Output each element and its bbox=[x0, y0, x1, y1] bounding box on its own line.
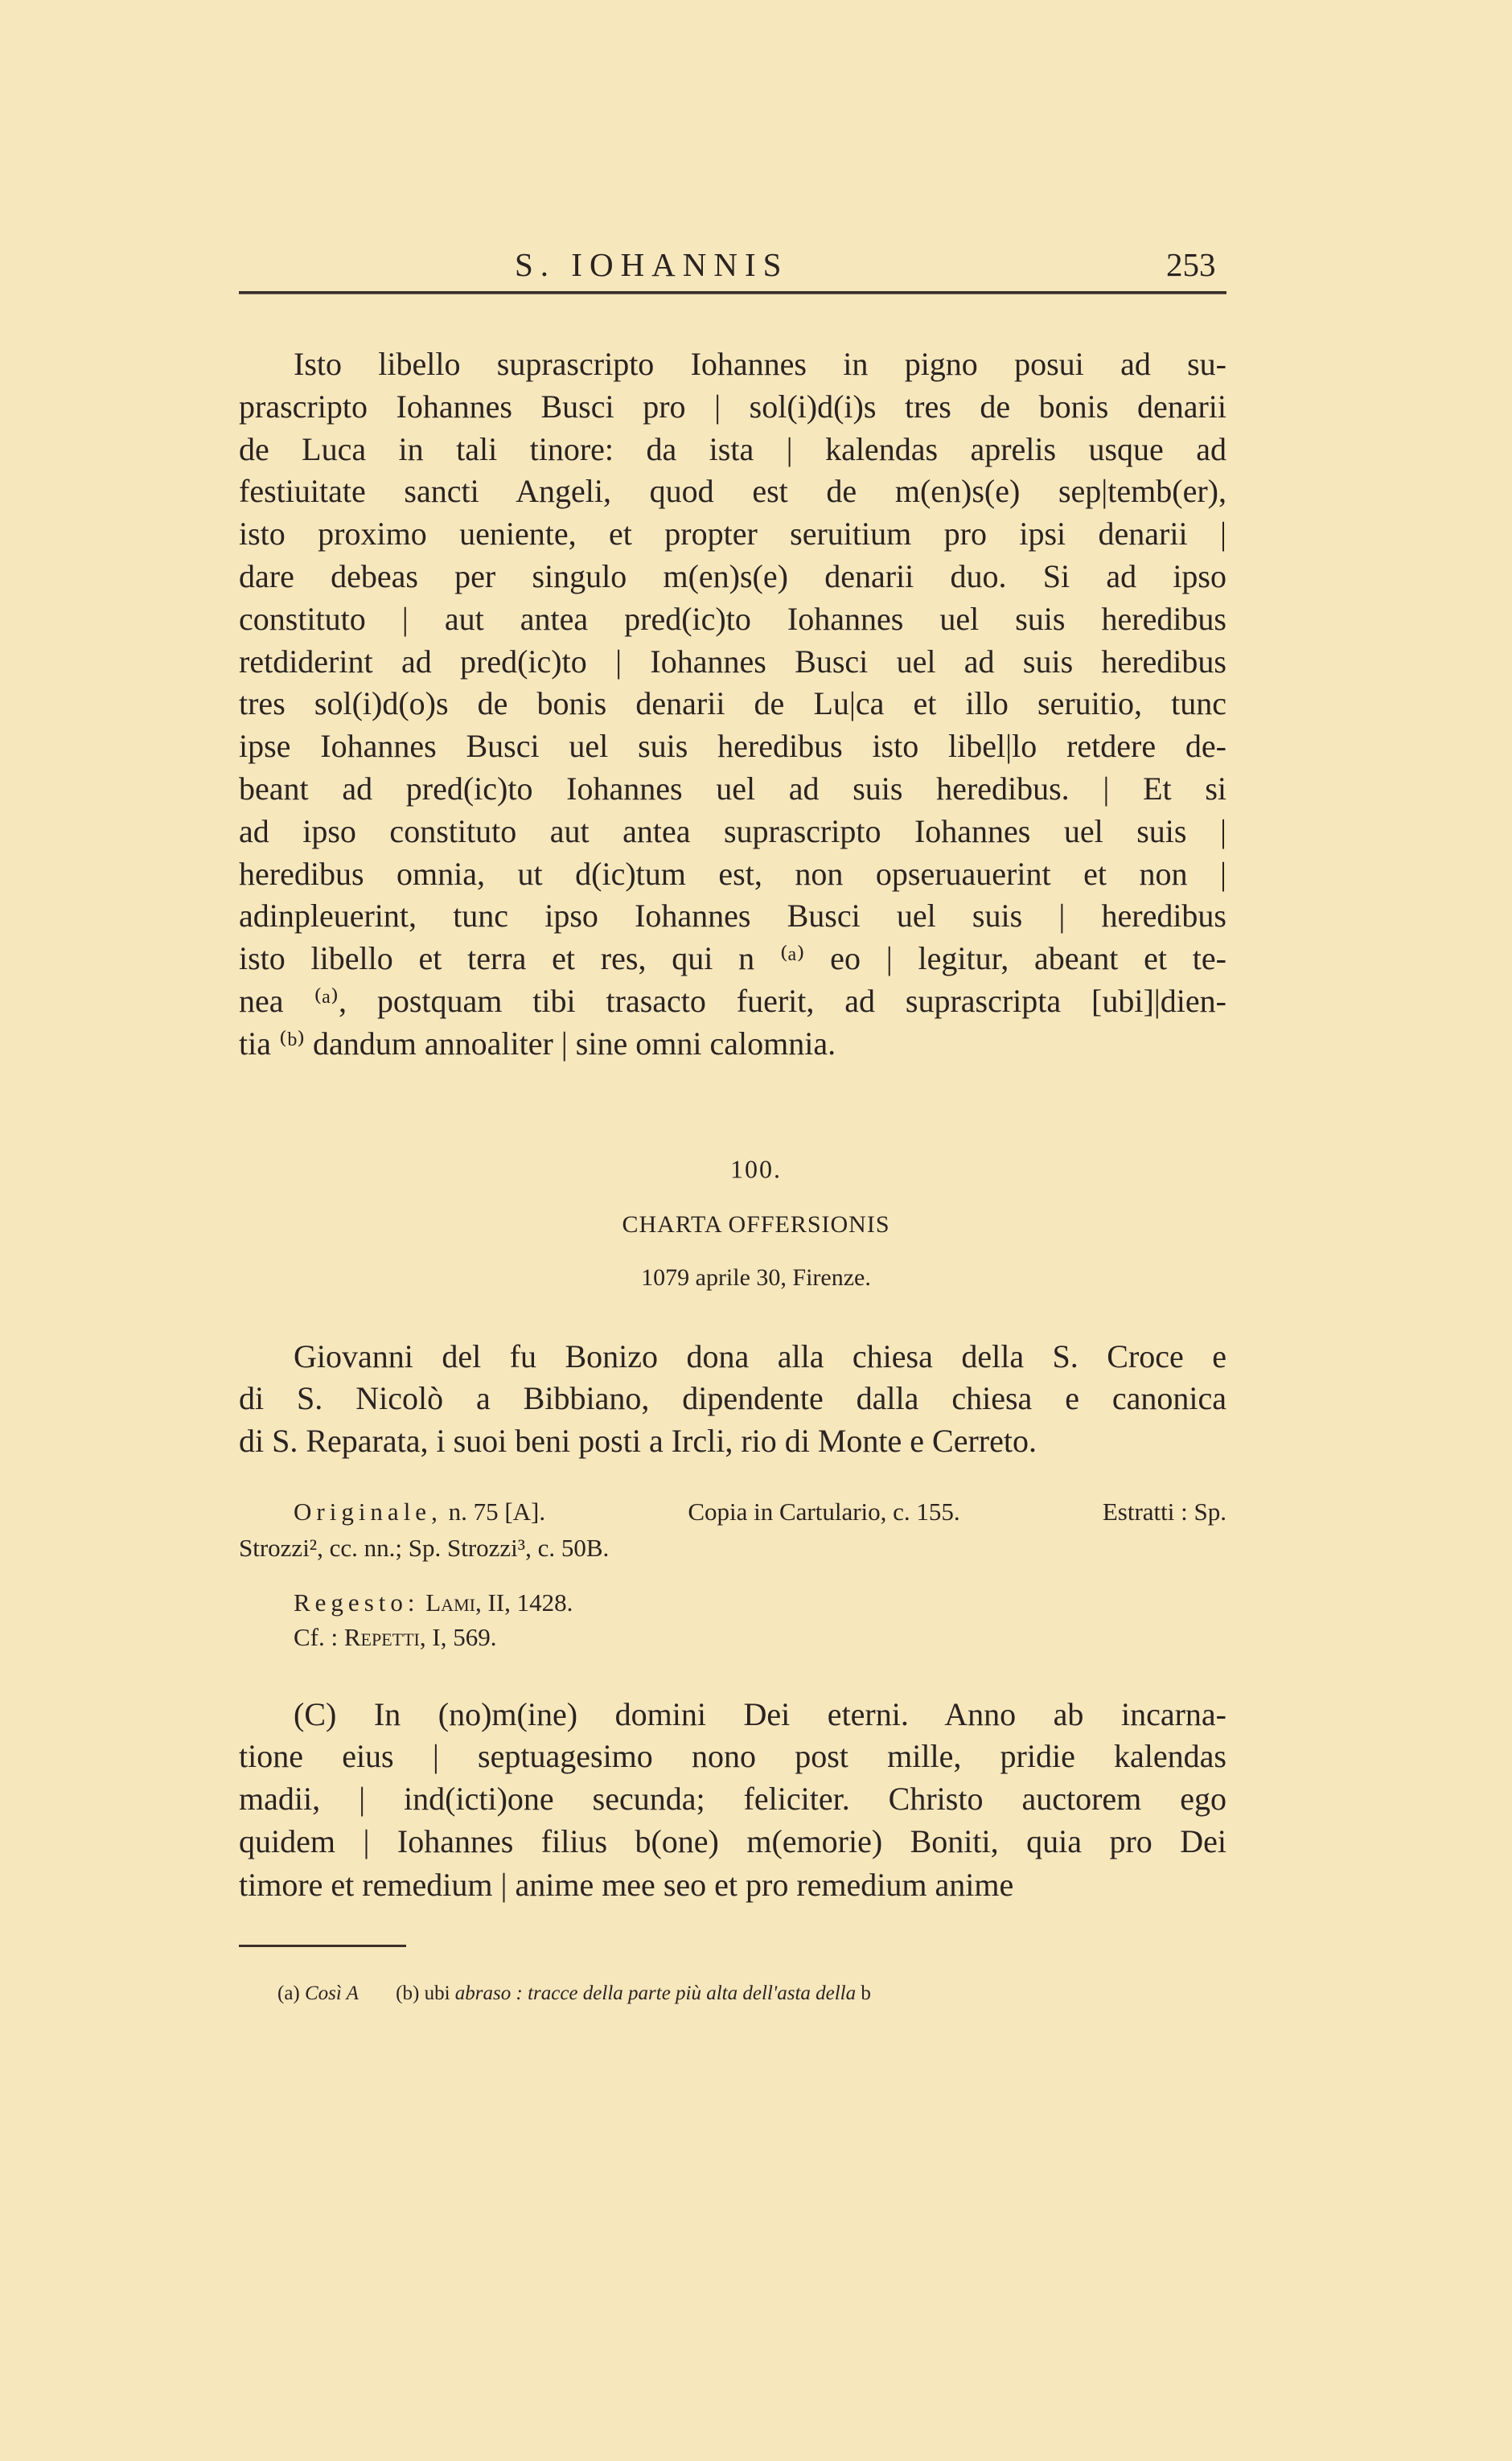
cf-text: Repetti, I, 569. bbox=[343, 1623, 497, 1651]
cf-label: Cf. : bbox=[294, 1623, 339, 1651]
footnote-b-text: abraso : tracce della parte più alta dell'asta della bbox=[454, 1982, 857, 2004]
page-number: 253 bbox=[1166, 246, 1216, 283]
text-line: prascripto Iohannes Busci pro | sol(i)d(i)s tres de bonis denarii bbox=[239, 388, 1226, 425]
sources-line-2: Strozzi², cc. nn.; Sp. Strozzi³, c. 50B. bbox=[239, 1534, 610, 1562]
cf bbox=[294, 1623, 1281, 1652]
text-line: Giovanni del fu Bonizo dona alla chiesa della S. Croce e bbox=[294, 1338, 1226, 1374]
originale bbox=[294, 1498, 545, 1526]
document-number: 100. bbox=[730, 1154, 782, 1184]
footnote-a-text: Così A bbox=[305, 1982, 359, 2004]
text-line: dare debeas per singulo m(en)s(e) denarii duo. Si ad ipso bbox=[239, 558, 1226, 594]
text-line: nea ⁽ᵃ⁾, postquam tibi trasacto fuerit, ad suprascripta [ubi]|dien- bbox=[239, 983, 1226, 1019]
text-line: (C) In (no)m(ine) domini Dei eterni. Anno ab incarna- bbox=[294, 1696, 1226, 1732]
text-line: di S. Reparata, i suoi beni posti a Ircli, rio di Monte e Cerreto. bbox=[239, 1423, 1037, 1459]
text-line: ipse Iohannes Busci uel suis heredibus isto libel|lo retdere de- bbox=[239, 728, 1226, 764]
sources-line-1 bbox=[294, 1498, 1226, 1526]
text-line: retdiderint ad pred(ic)to | Iohannes Busci uel ad suis heredibus bbox=[239, 643, 1226, 680]
footnotes bbox=[277, 1982, 1265, 2005]
text-line: tia ⁽ᵇ⁾ dandum annoaliter | sine omni calomnia. bbox=[239, 1025, 836, 1062]
text-line: madii, | ind(icti)one secunda; feliciter. Christo auctorem ego bbox=[239, 1781, 1226, 1817]
footnote-b-label: (b) ubi bbox=[396, 1982, 450, 2004]
text-line: tres sol(i)d(o)s de bonis denarii de Lu|ca et illo seruitio, tunc bbox=[239, 685, 1226, 721]
originale-label: Originale, bbox=[294, 1498, 442, 1526]
text-line: constituto | aut antea pred(ic)to Iohannes uel suis heredibus bbox=[239, 601, 1226, 637]
text-line: Isto libello suprascripto Iohannes in pigno posui ad su- bbox=[294, 346, 1226, 382]
text-line: festiuitate sancti Angeli, quod est de m(en)s(e) sep|temb(er), bbox=[239, 473, 1226, 509]
text-line: de Luca in tali tinore: da ista | kalendas aprelis usque ad bbox=[239, 431, 1226, 467]
footnote-a-label: (a) bbox=[277, 1982, 300, 2004]
regesto bbox=[294, 1588, 1281, 1617]
text-line: isto proximo ueniente, et propter seruitium pro ipsi denarii | bbox=[239, 516, 1226, 552]
text-line: isto libello et terra et res, qui n ⁽ᵃ⁾ eo | legitur, abeant et te- bbox=[239, 940, 1226, 976]
text-line: tione eius | septuagesimo nono post mille, pridie kalendas bbox=[239, 1738, 1226, 1774]
text-line: di S. Nicolò a Bibbiano, dipendente dalla chiesa e canonica bbox=[239, 1380, 1226, 1416]
text-line: adinpleuerint, tunc ipso Iohannes Busci uel suis | heredibus bbox=[239, 898, 1226, 934]
document-title: CHARTA OFFERSIONIS bbox=[622, 1211, 890, 1238]
text-line: timore et remedium | anime mee seo et pro remedium anime bbox=[239, 1867, 1014, 1903]
estratti: Estratti : Sp. bbox=[1102, 1498, 1226, 1526]
copia: Copia in Cartulario, c. 155. bbox=[688, 1498, 960, 1526]
originale-text: n. 75 [A]. bbox=[448, 1498, 546, 1526]
footnote-b-end: b bbox=[861, 1982, 871, 2004]
text-line: quidem | Iohannes filius b(one) m(emorie) Boniti, quia pro Dei bbox=[239, 1823, 1226, 1859]
header-title: S. IOHANNIS bbox=[515, 246, 789, 283]
header-rule bbox=[239, 291, 1226, 294]
text-line: beant ad pred(ic)to Iohannes uel ad suis heredibus. | Et si bbox=[239, 770, 1226, 807]
regesto-text: Lami, II, 1428. bbox=[425, 1588, 573, 1617]
text-line: heredibus omnia, ut d(ic)tum est, non opseruauerint et non | bbox=[239, 856, 1226, 892]
text-line: ad ipso constituto aut antea suprascripto Iohannes uel suis | bbox=[239, 813, 1226, 849]
footnote-rule bbox=[239, 1945, 406, 1947]
regesto-label: Regesto: bbox=[294, 1588, 420, 1617]
document-date: 1079 aprile 30, Firenze. bbox=[641, 1264, 871, 1291]
